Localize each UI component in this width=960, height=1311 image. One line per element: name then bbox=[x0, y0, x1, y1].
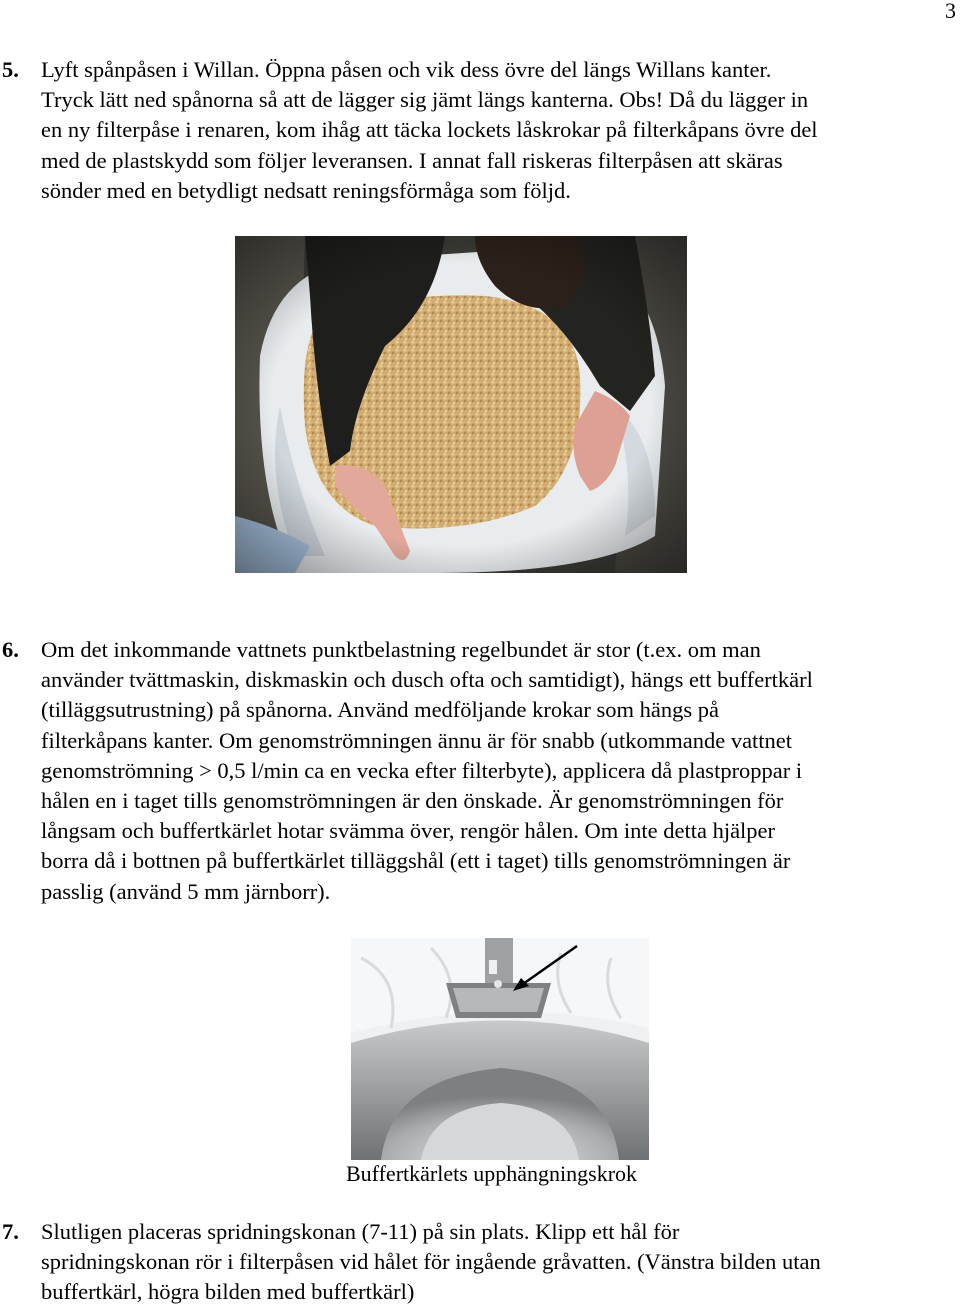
text-line: sönder med en betydligt nedsatt reningsförmåga som följd. bbox=[41, 177, 571, 203]
page-number: 3 bbox=[945, 0, 956, 23]
text-line: genomströmning > 0,5 l/min ca en vecka efter filterbyte), applicera då plastproppar i bbox=[41, 757, 803, 783]
text-line: passlig (använd 5 mm järnborr). bbox=[41, 878, 331, 904]
step-text bbox=[41, 55, 955, 206]
text-line: en ny filterpåse i renaren, kom ihåg att täcka lockets låskrokar på filterkåpans övre del bbox=[41, 117, 818, 143]
text-line: Lyft spånpåsen i Willan. Öppna påsen och vik dess övre del längs Willans kanter. bbox=[41, 57, 772, 82]
text-line: använder tvättmaskin, diskmaskin och dusch ofta och samtidigt), hängs ett buffertkärl bbox=[41, 667, 813, 693]
text-line: hålen en i taget tills genomströmningen är den önskade. Är genomströmningen för bbox=[41, 788, 784, 814]
instruction-step-7 bbox=[0, 1217, 955, 1308]
text-line: med de plastskydd som följer leveransen. I annat fall riskeras filterpåsen att skäras bbox=[41, 147, 783, 173]
text-line: borra då i bottnen på buffertkärlet tilläggshål (ett i taget) tills genomströmningen är bbox=[41, 848, 791, 874]
step-text bbox=[41, 635, 955, 907]
text-line: Tryck lätt ned spånorna så att de lägger sig jämt längs kanterna. Obs! Då du lägger in bbox=[41, 87, 809, 113]
text-line: (tilläggsutrustning) på spånorna. Använd medföljande krokar som hängs på bbox=[41, 697, 719, 723]
text-line: buffertkärl, högra bilden med buffertkärl) bbox=[41, 1279, 415, 1305]
text-line: långsam och buffertkärlet hotar svämma över, rengör hålen. Om inte detta hjälper bbox=[41, 818, 776, 844]
figure-caption: Buffertkärlets upphängningskrok bbox=[346, 1161, 638, 1186]
text-line: spridningskonan rör i filterpåsen vid hålet för ingående gråvatten. (Vänstra bilden utan bbox=[41, 1249, 821, 1275]
text-line: filterkåpans kanter. Om genomströmningen ännu är för snabb (utkommande vattnet bbox=[41, 727, 793, 753]
step-number: 7. bbox=[2, 1219, 19, 1244]
photo-buffer-vessel-hook bbox=[351, 938, 649, 1160]
step-text bbox=[41, 1217, 955, 1308]
text-line: Slutligen placeras spridningskonan (7-11) på sin plats. Klipp ett hål för bbox=[41, 1219, 680, 1244]
step-number: 6. bbox=[2, 637, 19, 662]
instruction-step-6 bbox=[0, 635, 955, 907]
text-line: Om det inkommande vattnets punktbelastning regelbundet är stor (t.ex. om man bbox=[41, 637, 761, 662]
step-number: 5. bbox=[2, 57, 19, 82]
instruction-step-5 bbox=[0, 55, 955, 206]
photo-sawdust-filter-bag bbox=[235, 236, 687, 573]
